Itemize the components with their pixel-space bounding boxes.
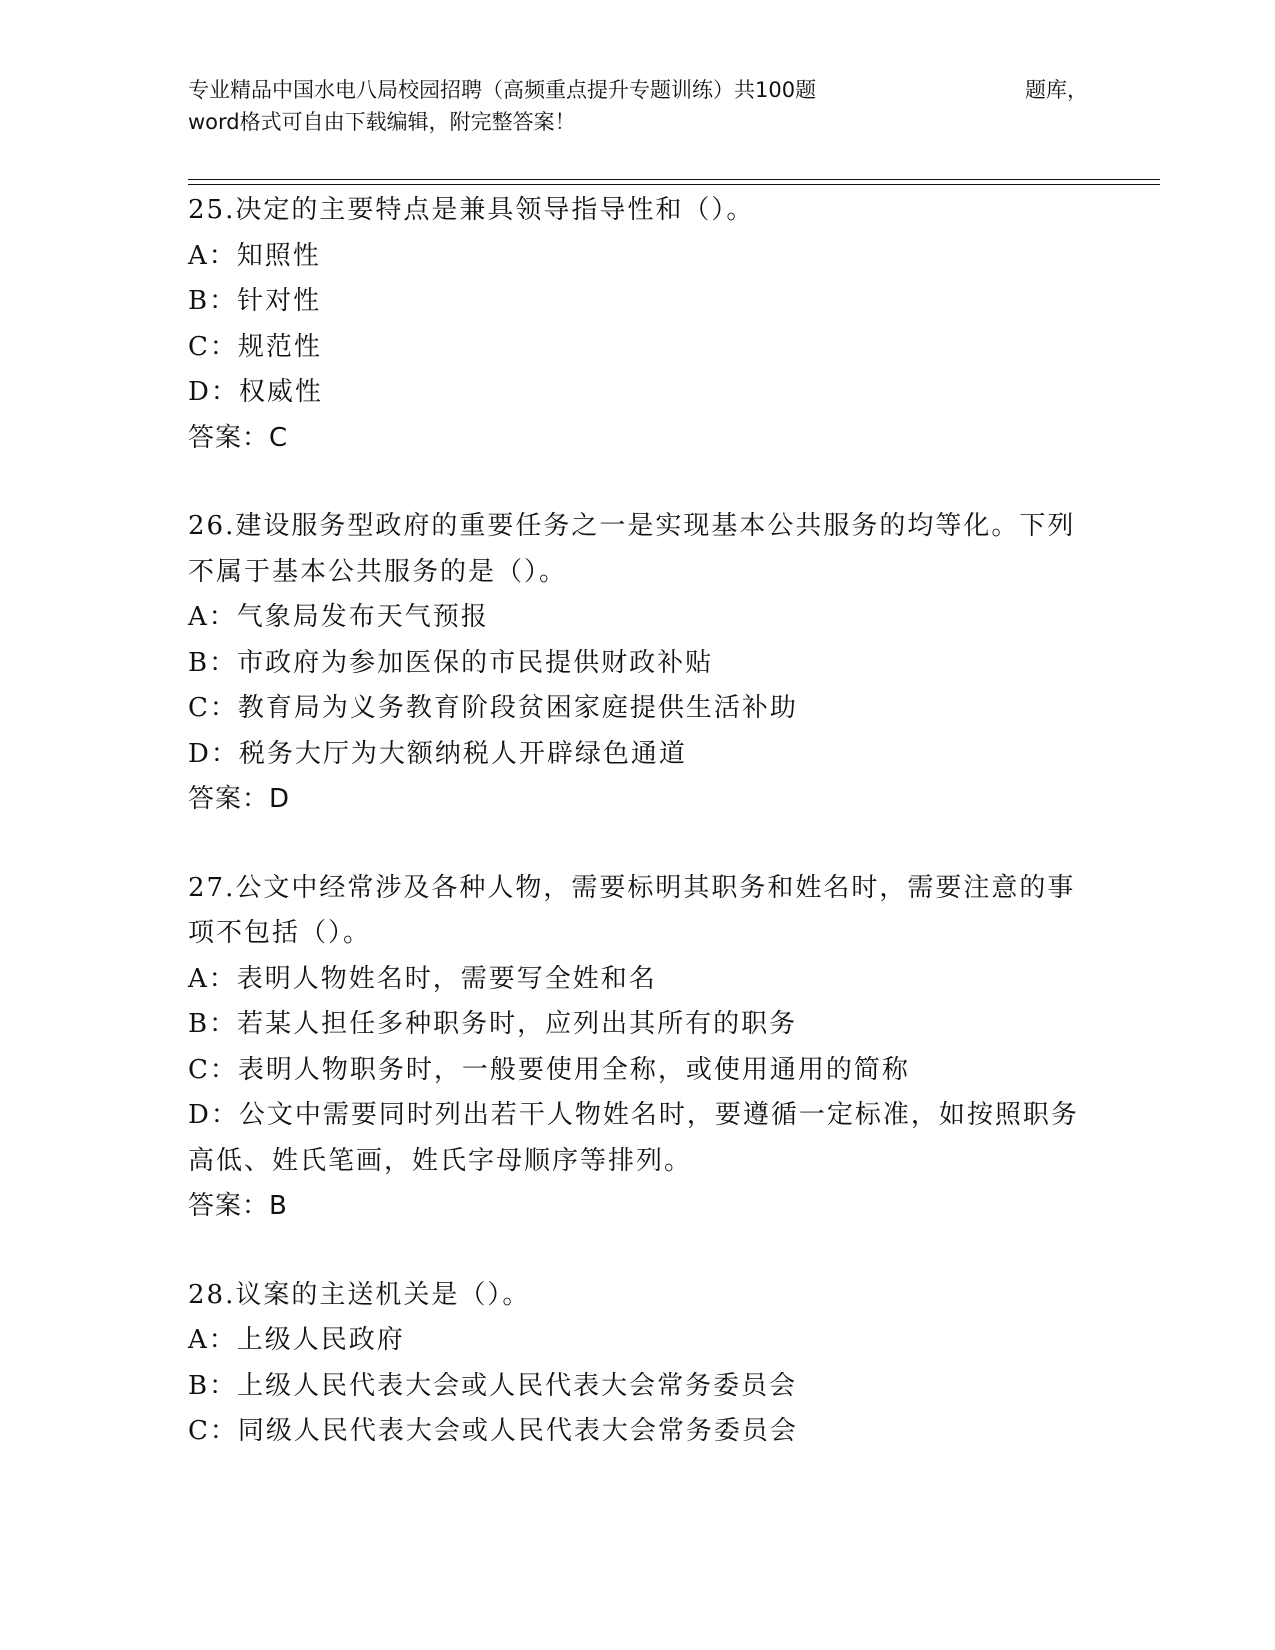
option-a: A：知照性: [188, 240, 321, 271]
option-c: C：同级人民代表大会或人民代表大会常务委员会: [188, 1416, 798, 1446]
option-b: B：上级人民代表大会或人民代表大会常务委员会: [188, 1370, 798, 1401]
header-title-suffix: 题库，: [1025, 78, 1088, 102]
option-a: A：气象局发布天气预报: [188, 602, 489, 632]
page-header: [188, 74, 1088, 138]
option-d: D：税务大厅为大额纳税人开辟绿色通道: [188, 738, 687, 769]
header-line-1: [188, 74, 1088, 106]
header-title: 专业精品中国水电八局校园招聘（高频重点提升专题训练）共100题: [188, 78, 817, 102]
question-stem: 25.决定的主要特点是兼具领导指导性和（）。: [188, 195, 755, 225]
answer-key: 答案：B: [188, 1191, 288, 1221]
question-27: [188, 866, 1088, 1230]
header-divider-bottom: [188, 184, 1160, 185]
spacer: [188, 461, 1088, 504]
answer-key: 答案：C: [188, 422, 289, 453]
question-stem: 26.建设服务型政府的重要任务之一是实现基本公共服务的均等化。下列不属于基本公共服务的是（）。: [188, 511, 1076, 587]
question-stem: 28.议案的主送机关是（）。: [188, 1279, 531, 1310]
question-list: [188, 188, 1088, 1455]
option-b: B：若某人担任多种职务时，应列出其所有的职务: [188, 1009, 798, 1039]
option-b: B：市政府为参加医保的市民提供财政补贴: [188, 647, 714, 678]
header-divider-top: [188, 179, 1160, 180]
question-25: [188, 188, 1088, 461]
option-c: C：规范性: [188, 331, 322, 362]
option-a: A：上级人民政府: [188, 1325, 405, 1355]
question-26: [188, 504, 1088, 823]
option-a: A：表明人物姓名时，需要写全姓和名: [188, 963, 657, 994]
option-d: D：权威性: [188, 377, 323, 407]
question-stem: 27.公文中经常涉及各种人物，需要标明其职务和姓名时，需要注意的事项不包括（）。: [188, 872, 1076, 948]
option-c: C：教育局为义务教育阶段贫困家庭提供生活补助: [188, 693, 798, 723]
option-d: D：公文中需要同时列出若干人物姓名时，要遵循一定标准，如按照职务高低、姓氏笔画，姓氏字母顺序等排列。: [188, 1100, 1079, 1176]
option-c: C：表明人物职务时，一般要使用全称，或使用通用的简称: [188, 1054, 910, 1085]
question-28: [188, 1273, 1088, 1455]
header-line-2: word格式可自由下载编辑，附完整答案！: [188, 110, 576, 134]
spacer: [188, 823, 1088, 866]
answer-key: 答案：D: [188, 784, 291, 814]
spacer: [188, 1230, 1088, 1273]
option-b: B：针对性: [188, 286, 322, 316]
